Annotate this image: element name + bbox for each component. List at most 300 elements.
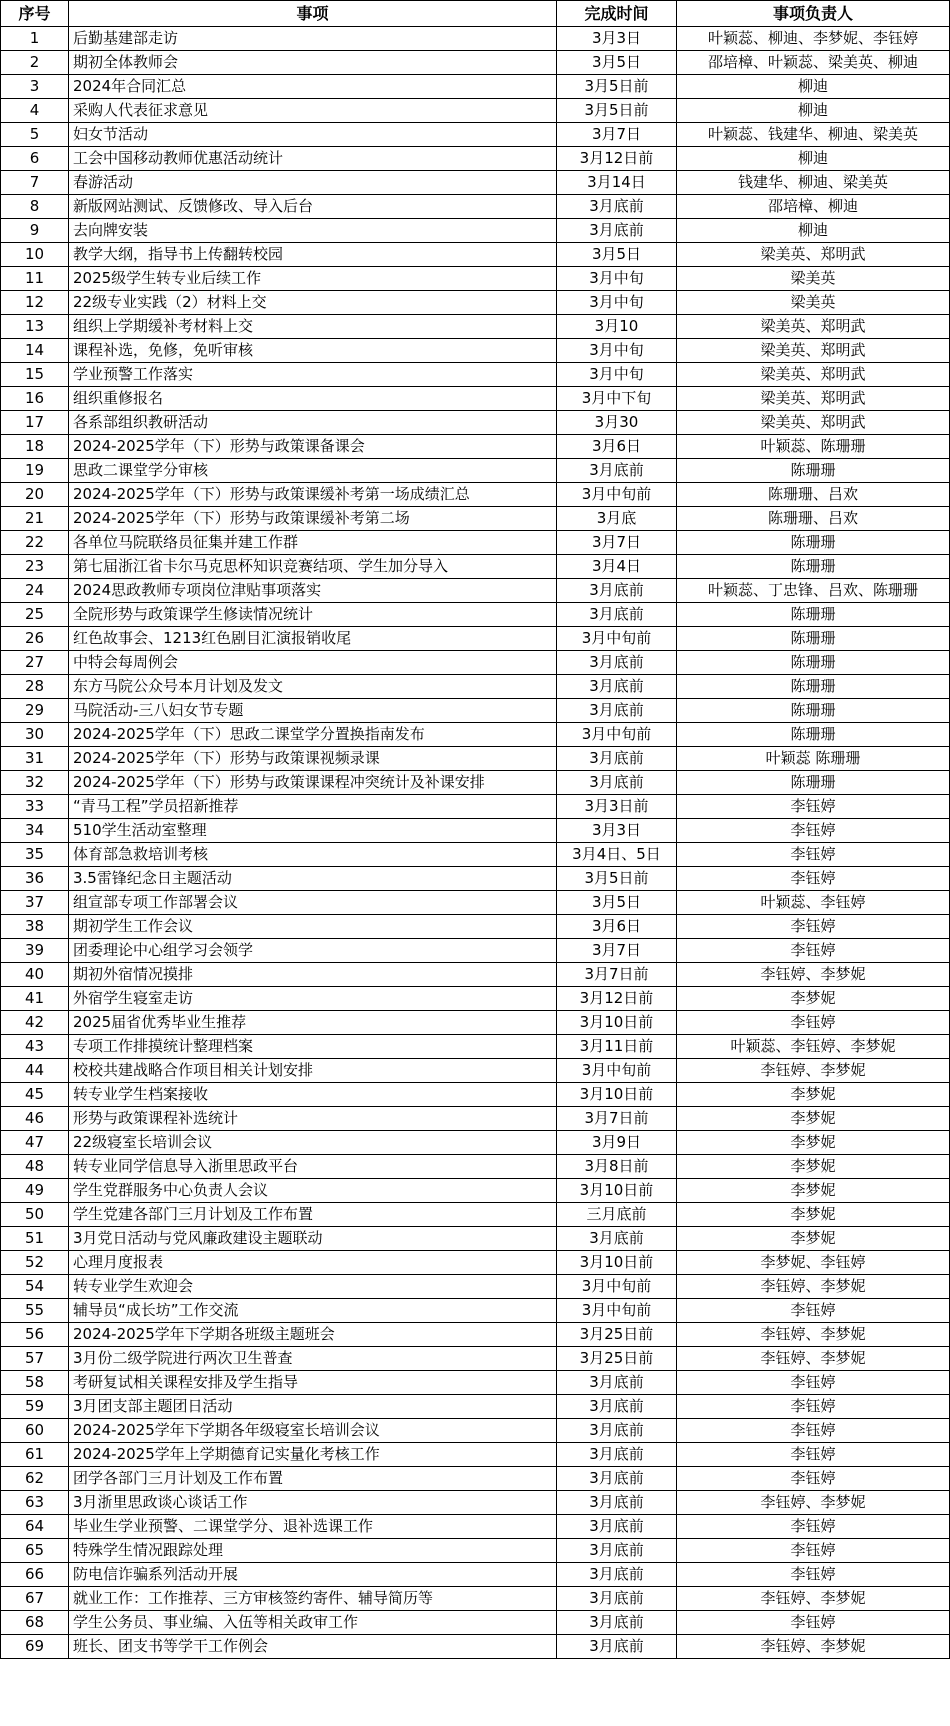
cell-time[interactable]: 3月底前 — [557, 771, 677, 795]
cell-owner[interactable]: 李钰婷、李梦妮 — [677, 1323, 950, 1347]
cell-no[interactable]: 62 — [1, 1467, 69, 1491]
cell-no[interactable]: 6 — [1, 147, 69, 171]
cell-no[interactable]: 61 — [1, 1443, 69, 1467]
table-row — [1, 987, 950, 1011]
cell-item[interactable]: 体育部急救培训考核 — [69, 843, 557, 867]
cell-owner[interactable]: 陈珊珊 — [677, 651, 950, 675]
cell-owner[interactable]: 叶颖蕊 陈珊珊 — [677, 747, 950, 771]
cell-owner[interactable]: 陈珊珊 — [677, 723, 950, 747]
cell-owner[interactable]: 陈珊珊 — [677, 555, 950, 579]
cell-no[interactable]: 67 — [1, 1587, 69, 1611]
table-row — [1, 1251, 950, 1275]
cell-item[interactable]: 2024-2025学年（下）形势与政策课视频录课 — [69, 747, 557, 771]
cell-owner[interactable]: 李钰婷、李梦妮 — [677, 1347, 950, 1371]
cell-item[interactable]: 团委理论中心组学习会领学 — [69, 939, 557, 963]
cell-owner[interactable]: 梁美英、郑明武 — [677, 315, 950, 339]
cell-no[interactable]: 4 — [1, 99, 69, 123]
cell-item[interactable]: 就业工作：工作推荐、三方审核签约寄件、辅导简历等 — [69, 1587, 557, 1611]
cell-no[interactable]: 57 — [1, 1347, 69, 1371]
cell-item[interactable]: 马院活动-三八妇女节专题 — [69, 699, 557, 723]
cell-time[interactable]: 3月3日 — [557, 819, 677, 843]
cell-item[interactable]: 组织上学期缓补考材料上交 — [69, 315, 557, 339]
cell-no[interactable]: 44 — [1, 1059, 69, 1083]
table-row — [1, 963, 950, 987]
cell-time[interactable]: 三月底前 — [557, 1203, 677, 1227]
table-row — [1, 771, 950, 795]
cell-owner[interactable]: 李钰婷 — [677, 1611, 950, 1635]
table-row — [1, 747, 950, 771]
cell-no[interactable]: 33 — [1, 795, 69, 819]
cell-item[interactable]: 2024-2025学年（下）形势与政策课备课会 — [69, 435, 557, 459]
cell-owner[interactable]: 李钰婷 — [677, 1515, 950, 1539]
table-row — [1, 387, 950, 411]
header-no[interactable]: 序号 — [1, 1, 69, 27]
cell-item[interactable]: 毕业生学业预警、二课堂学分、退补选课工作 — [69, 1515, 557, 1539]
cell-no[interactable]: 10 — [1, 243, 69, 267]
cell-time[interactable]: 3月25日前 — [557, 1323, 677, 1347]
cell-time[interactable]: 3月4日、5日 — [557, 843, 677, 867]
cell-owner[interactable]: 李钰婷 — [677, 1011, 950, 1035]
cell-time[interactable]: 3月中旬 — [557, 267, 677, 291]
cell-no[interactable]: 56 — [1, 1323, 69, 1347]
cell-item[interactable]: 期初学生工作会议 — [69, 915, 557, 939]
cell-no[interactable]: 31 — [1, 747, 69, 771]
cell-no[interactable]: 7 — [1, 171, 69, 195]
cell-no[interactable]: 1 — [1, 27, 69, 51]
cell-item[interactable]: 团学各部门三月计划及工作布置 — [69, 1467, 557, 1491]
cell-no[interactable]: 69 — [1, 1635, 69, 1659]
cell-owner[interactable]: 陈珊珊 — [677, 675, 950, 699]
cell-no[interactable]: 3 — [1, 75, 69, 99]
cell-owner[interactable]: 李钰婷、李梦妮 — [677, 963, 950, 987]
cell-time[interactable]: 3月3日 — [557, 27, 677, 51]
cell-owner[interactable]: 梁美英、郑明武 — [677, 411, 950, 435]
cell-item[interactable]: 2024-2025学年（下）思政二课堂学分置换指南发布 — [69, 723, 557, 747]
cell-time[interactable]: 3月中旬前 — [557, 1299, 677, 1323]
cell-item[interactable]: 组织重修报名 — [69, 387, 557, 411]
cell-time[interactable]: 3月底前 — [557, 1539, 677, 1563]
cell-time[interactable]: 3月10日前 — [557, 1011, 677, 1035]
cell-time[interactable]: 3月10 — [557, 315, 677, 339]
cell-item[interactable]: 22级寝室长培训会议 — [69, 1131, 557, 1155]
cell-time[interactable]: 3月5日前 — [557, 75, 677, 99]
table-row — [1, 1059, 950, 1083]
cell-owner[interactable]: 李钰婷 — [677, 915, 950, 939]
cell-time[interactable]: 3月10日前 — [557, 1179, 677, 1203]
cell-time[interactable]: 3月7日前 — [557, 1107, 677, 1131]
cell-no[interactable]: 34 — [1, 819, 69, 843]
cell-time[interactable]: 3月5日 — [557, 51, 677, 75]
cell-time[interactable]: 3月底 — [557, 507, 677, 531]
cell-owner[interactable]: 梁美英 — [677, 267, 950, 291]
cell-owner[interactable]: 李梦妮 — [677, 987, 950, 1011]
cell-owner[interactable]: 李梦妮、李钰婷 — [677, 1251, 950, 1275]
cell-no[interactable]: 15 — [1, 363, 69, 387]
cell-item[interactable]: 防电信诈骗系列活动开展 — [69, 1563, 557, 1587]
cell-time[interactable]: 3月底前 — [557, 675, 677, 699]
cell-no[interactable]: 17 — [1, 411, 69, 435]
cell-item[interactable]: 班长、团支书等学干工作例会 — [69, 1635, 557, 1659]
cell-owner[interactable]: 柳迪 — [677, 99, 950, 123]
table-row — [1, 1491, 950, 1515]
cell-time[interactable]: 3月中下旬 — [557, 387, 677, 411]
table-row — [1, 1179, 950, 1203]
cell-time[interactable]: 3月底前 — [557, 1395, 677, 1419]
cell-owner[interactable]: 李钰婷、李梦妮 — [677, 1275, 950, 1299]
cell-time[interactable]: 3月10日前 — [557, 1251, 677, 1275]
cell-item[interactable]: 课程补选，免修，免听审核 — [69, 339, 557, 363]
table-row — [1, 1347, 950, 1371]
cell-owner[interactable]: 李梦妮 — [677, 1107, 950, 1131]
cell-time[interactable]: 3月25日前 — [557, 1347, 677, 1371]
cell-item[interactable]: 学生公务员、事业编、入伍等相关政审工作 — [69, 1611, 557, 1635]
cell-item[interactable]: 心理月度报表 — [69, 1251, 557, 1275]
cell-no[interactable]: 48 — [1, 1155, 69, 1179]
cell-no[interactable]: 60 — [1, 1419, 69, 1443]
cell-time[interactable]: 3月11日前 — [557, 1035, 677, 1059]
cell-time[interactable]: 3月7日 — [557, 939, 677, 963]
cell-item[interactable]: 去向牌安装 — [69, 219, 557, 243]
cell-owner[interactable]: 李梦妮 — [677, 1155, 950, 1179]
table-row — [1, 363, 950, 387]
cell-no[interactable]: 18 — [1, 435, 69, 459]
cell-owner[interactable]: 陈珊珊 — [677, 627, 950, 651]
cell-time[interactable]: 3月底前 — [557, 579, 677, 603]
table-row — [1, 219, 950, 243]
cell-time[interactable]: 3月9日 — [557, 1131, 677, 1155]
cell-time[interactable]: 3月底前 — [557, 1419, 677, 1443]
cell-time[interactable]: 3月底前 — [557, 747, 677, 771]
cell-owner[interactable]: 邵培樟、柳迪 — [677, 195, 950, 219]
table-row — [1, 75, 950, 99]
cell-item[interactable]: 2024思政教师专项岗位津贴事项落实 — [69, 579, 557, 603]
cell-no[interactable]: 19 — [1, 459, 69, 483]
cell-no[interactable]: 41 — [1, 987, 69, 1011]
cell-time[interactable]: 3月中旬前 — [557, 1275, 677, 1299]
cell-time[interactable]: 3月底前 — [557, 699, 677, 723]
cell-time[interactable]: 3月中旬 — [557, 363, 677, 387]
table-row — [1, 1275, 950, 1299]
cell-no[interactable]: 27 — [1, 651, 69, 675]
cell-item[interactable]: 春游活动 — [69, 171, 557, 195]
cell-no[interactable]: 26 — [1, 627, 69, 651]
cell-owner[interactable]: 李钰婷 — [677, 1443, 950, 1467]
cell-item[interactable]: 妇女节活动 — [69, 123, 557, 147]
cell-no[interactable]: 54 — [1, 1275, 69, 1299]
cell-item[interactable]: 22级专业实践（2）材料上交 — [69, 291, 557, 315]
cell-no[interactable]: 59 — [1, 1395, 69, 1419]
cell-time[interactable]: 3月12日前 — [557, 147, 677, 171]
header-item[interactable]: 事项 — [69, 1, 557, 27]
cell-owner[interactable]: 李钰婷、李梦妮 — [677, 1587, 950, 1611]
cell-no[interactable]: 20 — [1, 483, 69, 507]
cell-owner[interactable]: 李梦妮 — [677, 1227, 950, 1251]
cell-time[interactable]: 3月中旬前 — [557, 483, 677, 507]
cell-owner[interactable]: 李钰婷 — [677, 1371, 950, 1395]
cell-owner[interactable]: 李梦妮 — [677, 1203, 950, 1227]
cell-no[interactable]: 46 — [1, 1107, 69, 1131]
table-row — [1, 579, 950, 603]
cell-time[interactable]: 3月底前 — [557, 1491, 677, 1515]
cell-no[interactable]: 51 — [1, 1227, 69, 1251]
cell-no[interactable]: 65 — [1, 1539, 69, 1563]
cell-no[interactable]: 14 — [1, 339, 69, 363]
table-row — [1, 51, 950, 75]
cell-owner[interactable]: 李钰婷、李梦妮 — [677, 1059, 950, 1083]
cell-no[interactable]: 11 — [1, 267, 69, 291]
cell-time[interactable]: 3月底前 — [557, 1587, 677, 1611]
cell-owner[interactable]: 李钰婷、李梦妮 — [677, 1635, 950, 1659]
cell-item[interactable]: 学生党群服务中心负责人会议 — [69, 1179, 557, 1203]
cell-owner[interactable]: 陈珊珊 — [677, 771, 950, 795]
table-row — [1, 27, 950, 51]
cell-owner[interactable]: 李钰婷 — [677, 1467, 950, 1491]
cell-no[interactable]: 21 — [1, 507, 69, 531]
cell-owner[interactable]: 李钰婷 — [677, 1539, 950, 1563]
cell-owner[interactable]: 陈珊珊、吕欢 — [677, 507, 950, 531]
cell-item[interactable]: 学生党建各部门三月计划及工作布置 — [69, 1203, 557, 1227]
cell-time[interactable]: 3月底前 — [557, 1443, 677, 1467]
cell-time[interactable]: 3月5日 — [557, 891, 677, 915]
cell-owner[interactable]: 李钰婷 — [677, 843, 950, 867]
table-row — [1, 1563, 950, 1587]
cell-item[interactable]: 转专业学生欢迎会 — [69, 1275, 557, 1299]
cell-time[interactable]: 3月12日前 — [557, 987, 677, 1011]
cell-item[interactable]: 3月份二级学院进行两次卫生普查 — [69, 1347, 557, 1371]
cell-item[interactable]: 3月团支部主题团日活动 — [69, 1395, 557, 1419]
cell-no[interactable]: 49 — [1, 1179, 69, 1203]
cell-owner[interactable]: 李钰婷 — [677, 939, 950, 963]
cell-owner[interactable]: 李钰婷 — [677, 795, 950, 819]
cell-item[interactable]: 全院形势与政策课学生修读情况统计 — [69, 603, 557, 627]
cell-no[interactable]: 45 — [1, 1083, 69, 1107]
cell-owner[interactable]: 邵培樟、叶颖蕊、梁美英、柳迪 — [677, 51, 950, 75]
cell-no[interactable]: 42 — [1, 1011, 69, 1035]
cell-item[interactable]: 教学大纲，指导书上传翻转校园 — [69, 243, 557, 267]
cell-owner[interactable]: 钱建华、柳迪、梁美英 — [677, 171, 950, 195]
cell-time[interactable]: 3月中旬前 — [557, 723, 677, 747]
cell-no[interactable]: 5 — [1, 123, 69, 147]
cell-no[interactable]: 23 — [1, 555, 69, 579]
cell-item[interactable]: 2024-2025学年（下）形势与政策课缓补考第一场成绩汇总 — [69, 483, 557, 507]
table-row — [1, 1299, 950, 1323]
cell-item[interactable]: 2024-2025学年（下）形势与政策课课程冲突统计及补课安排 — [69, 771, 557, 795]
cell-time[interactable]: 3月底前 — [557, 219, 677, 243]
cell-no[interactable]: 9 — [1, 219, 69, 243]
table-row — [1, 939, 950, 963]
cell-item[interactable]: 2025届省优秀毕业生推荐 — [69, 1011, 557, 1035]
table-row — [1, 699, 950, 723]
cell-item[interactable]: 辅导员“成长坊”工作交流 — [69, 1299, 557, 1323]
cell-item[interactable]: 新版网站测试、反馈修改、导入后台 — [69, 195, 557, 219]
cell-no[interactable]: 35 — [1, 843, 69, 867]
cell-no[interactable]: 52 — [1, 1251, 69, 1275]
cell-no[interactable]: 29 — [1, 699, 69, 723]
cell-time[interactable]: 3月底前 — [557, 1371, 677, 1395]
cell-owner[interactable]: 梁美英、郑明武 — [677, 243, 950, 267]
cell-owner[interactable]: 李钰婷、李梦妮 — [677, 1491, 950, 1515]
cell-time[interactable]: 3月中旬前 — [557, 1059, 677, 1083]
cell-item[interactable]: 3月党日活动与党风廉政建设主题联动 — [69, 1227, 557, 1251]
cell-item[interactable]: 转专业学生档案接收 — [69, 1083, 557, 1107]
cell-item[interactable]: 转专业同学信息导入浙里思政平台 — [69, 1155, 557, 1179]
cell-no[interactable]: 30 — [1, 723, 69, 747]
cell-owner[interactable]: 李钰婷 — [677, 867, 950, 891]
cell-owner[interactable]: 李钰婷 — [677, 1299, 950, 1323]
cell-time[interactable]: 3月底前 — [557, 1635, 677, 1659]
cell-time[interactable]: 3月底前 — [557, 651, 677, 675]
cell-time[interactable]: 3月5日前 — [557, 99, 677, 123]
cell-time[interactable]: 3月中旬前 — [557, 627, 677, 651]
cell-time[interactable]: 3月底前 — [557, 459, 677, 483]
cell-item[interactable]: 专项工作排摸统计整理档案 — [69, 1035, 557, 1059]
cell-time[interactable]: 3月6日 — [557, 915, 677, 939]
cell-no[interactable]: 28 — [1, 675, 69, 699]
cell-time[interactable]: 3月底前 — [557, 1563, 677, 1587]
cell-time[interactable]: 3月4日 — [557, 555, 677, 579]
cell-item[interactable]: 形势与政策课程补选统计 — [69, 1107, 557, 1131]
cell-no[interactable]: 22 — [1, 531, 69, 555]
cell-owner[interactable]: 叶颖蕊、李钰婷、李梦妮 — [677, 1035, 950, 1059]
cell-owner[interactable]: 叶颖蕊、陈珊珊 — [677, 435, 950, 459]
cell-owner[interactable]: 叶颖蕊、柳迪、李梦妮、李钰婷 — [677, 27, 950, 51]
cell-owner[interactable]: 梁美英 — [677, 291, 950, 315]
cell-item[interactable]: 期初全体教师会 — [69, 51, 557, 75]
cell-time[interactable]: 3月6日 — [557, 435, 677, 459]
cell-time[interactable]: 3月中旬 — [557, 291, 677, 315]
cell-owner[interactable]: 陈珊珊 — [677, 603, 950, 627]
cell-item[interactable]: 红色故事会、1213红色剧目汇演报销收尾 — [69, 627, 557, 651]
cell-item[interactable]: 2025级学生转专业后续工作 — [69, 267, 557, 291]
cell-no[interactable]: 39 — [1, 939, 69, 963]
cell-no[interactable]: 16 — [1, 387, 69, 411]
cell-item[interactable]: 后勤基建部走访 — [69, 27, 557, 51]
cell-owner[interactable]: 李钰婷 — [677, 1563, 950, 1587]
cell-item[interactable]: 2024-2025学年下学期各年级寝室长培训会议 — [69, 1419, 557, 1443]
cell-owner[interactable]: 李梦妮 — [677, 1179, 950, 1203]
header-time[interactable]: 完成时间 — [557, 1, 677, 27]
cell-item[interactable]: 2024-2025学年下学期各班级主题班会 — [69, 1323, 557, 1347]
cell-owner[interactable]: 李钰婷 — [677, 819, 950, 843]
cell-item[interactable]: 学业预警工作落实 — [69, 363, 557, 387]
cell-item[interactable]: 510学生活动室整理 — [69, 819, 557, 843]
cell-no[interactable]: 36 — [1, 867, 69, 891]
cell-no[interactable]: 66 — [1, 1563, 69, 1587]
cell-item[interactable]: 东方马院公众号本月计划及发文 — [69, 675, 557, 699]
cell-time[interactable]: 3月7日 — [557, 123, 677, 147]
cell-time[interactable]: 3月底前 — [557, 603, 677, 627]
cell-item[interactable]: 思政二课堂学分审核 — [69, 459, 557, 483]
cell-time[interactable]: 3月5日前 — [557, 867, 677, 891]
cell-item[interactable]: 外宿学生寝室走访 — [69, 987, 557, 1011]
cell-time[interactable]: 3月30 — [557, 411, 677, 435]
cell-no[interactable]: 40 — [1, 963, 69, 987]
cell-owner[interactable]: 李梦妮 — [677, 1131, 950, 1155]
cell-time[interactable]: 3月底前 — [557, 1611, 677, 1635]
cell-time[interactable]: 3月底前 — [557, 1227, 677, 1251]
cell-no[interactable]: 24 — [1, 579, 69, 603]
cell-no[interactable]: 58 — [1, 1371, 69, 1395]
cell-time[interactable]: 3月7日 — [557, 531, 677, 555]
cell-owner[interactable]: 李钰婷 — [677, 1395, 950, 1419]
cell-owner[interactable]: 李梦妮 — [677, 1083, 950, 1107]
cell-owner[interactable]: 梁美英、郑明武 — [677, 387, 950, 411]
cell-owner[interactable]: 梁美英、郑明武 — [677, 339, 950, 363]
cell-time[interactable]: 3月10日前 — [557, 1083, 677, 1107]
cell-owner[interactable]: 柳迪 — [677, 219, 950, 243]
cell-no[interactable]: 68 — [1, 1611, 69, 1635]
cell-time[interactable]: 3月7日前 — [557, 963, 677, 987]
cell-no[interactable]: 8 — [1, 195, 69, 219]
cell-no[interactable]: 32 — [1, 771, 69, 795]
header-owner[interactable]: 事项负责人 — [677, 1, 950, 27]
header-row — [1, 1, 950, 27]
cell-owner[interactable]: 陈珊珊 — [677, 531, 950, 555]
cell-no[interactable]: 38 — [1, 915, 69, 939]
cell-no[interactable]: 13 — [1, 315, 69, 339]
cell-no[interactable]: 50 — [1, 1203, 69, 1227]
cell-item[interactable]: 期初外宿情况摸排 — [69, 963, 557, 987]
cell-time[interactable]: 3月底前 — [557, 1467, 677, 1491]
cell-item[interactable]: “青马工程”学员招新推荐 — [69, 795, 557, 819]
cell-item[interactable]: 组宣部专项工作部署会议 — [69, 891, 557, 915]
cell-no[interactable]: 12 — [1, 291, 69, 315]
cell-no[interactable]: 25 — [1, 603, 69, 627]
cell-owner[interactable]: 陈珊珊、吕欢 — [677, 483, 950, 507]
cell-item[interactable]: 3月浙里思政谈心谈话工作 — [69, 1491, 557, 1515]
cell-owner[interactable]: 梁美英、郑明武 — [677, 363, 950, 387]
cell-owner[interactable]: 叶颖蕊、钱建华、柳迪、梁美英 — [677, 123, 950, 147]
cell-no[interactable]: 37 — [1, 891, 69, 915]
cell-item[interactable]: 考研复试相关课程安排及学生指导 — [69, 1371, 557, 1395]
table-row — [1, 411, 950, 435]
table-row — [1, 507, 950, 531]
cell-item[interactable]: 采购人代表征求意见 — [69, 99, 557, 123]
cell-item[interactable]: 校校共建战略合作项目相关计划安排 — [69, 1059, 557, 1083]
cell-no[interactable]: 2 — [1, 51, 69, 75]
cell-time[interactable]: 3月14日 — [557, 171, 677, 195]
cell-item[interactable]: 2024-2025学年上学期德育记实量化考核工作 — [69, 1443, 557, 1467]
cell-time[interactable]: 3月底前 — [557, 1515, 677, 1539]
cell-item[interactable]: 各单位马院联络员征集并建工作群 — [69, 531, 557, 555]
cell-owner[interactable]: 叶颖蕊、李钰婷 — [677, 891, 950, 915]
cell-no[interactable]: 43 — [1, 1035, 69, 1059]
cell-item[interactable]: 2024年合同汇总 — [69, 75, 557, 99]
cell-time[interactable]: 3月8日前 — [557, 1155, 677, 1179]
cell-item[interactable]: 工会中国移动教师优惠活动统计 — [69, 147, 557, 171]
cell-owner[interactable]: 柳迪 — [677, 147, 950, 171]
cell-no[interactable]: 63 — [1, 1491, 69, 1515]
cell-no[interactable]: 64 — [1, 1515, 69, 1539]
cell-item[interactable]: 中特会每周例会 — [69, 651, 557, 675]
cell-no[interactable]: 55 — [1, 1299, 69, 1323]
cell-item[interactable]: 各系部组织教研活动 — [69, 411, 557, 435]
cell-owner[interactable]: 柳迪 — [677, 75, 950, 99]
cell-item[interactable]: 2024-2025学年（下）形势与政策课缓补考第二场 — [69, 507, 557, 531]
cell-time[interactable]: 3月底前 — [557, 195, 677, 219]
cell-item[interactable]: 第七届浙江省卡尔马克思杯知识竞赛结项、学生加分导入 — [69, 555, 557, 579]
cell-no[interactable]: 47 — [1, 1131, 69, 1155]
cell-owner[interactable]: 叶颖蕊、丁忠锋、吕欢、陈珊珊 — [677, 579, 950, 603]
cell-item[interactable]: 特殊学生情况跟踪处理 — [69, 1539, 557, 1563]
cell-owner[interactable]: 陈珊珊 — [677, 459, 950, 483]
cell-item[interactable]: 3.5雷锋纪念日主题活动 — [69, 867, 557, 891]
cell-time[interactable]: 3月3日前 — [557, 795, 677, 819]
cell-time[interactable]: 3月5日 — [557, 243, 677, 267]
cell-owner[interactable]: 陈珊珊 — [677, 699, 950, 723]
cell-time[interactable]: 3月中旬 — [557, 339, 677, 363]
cell-owner[interactable]: 李钰婷 — [677, 1419, 950, 1443]
